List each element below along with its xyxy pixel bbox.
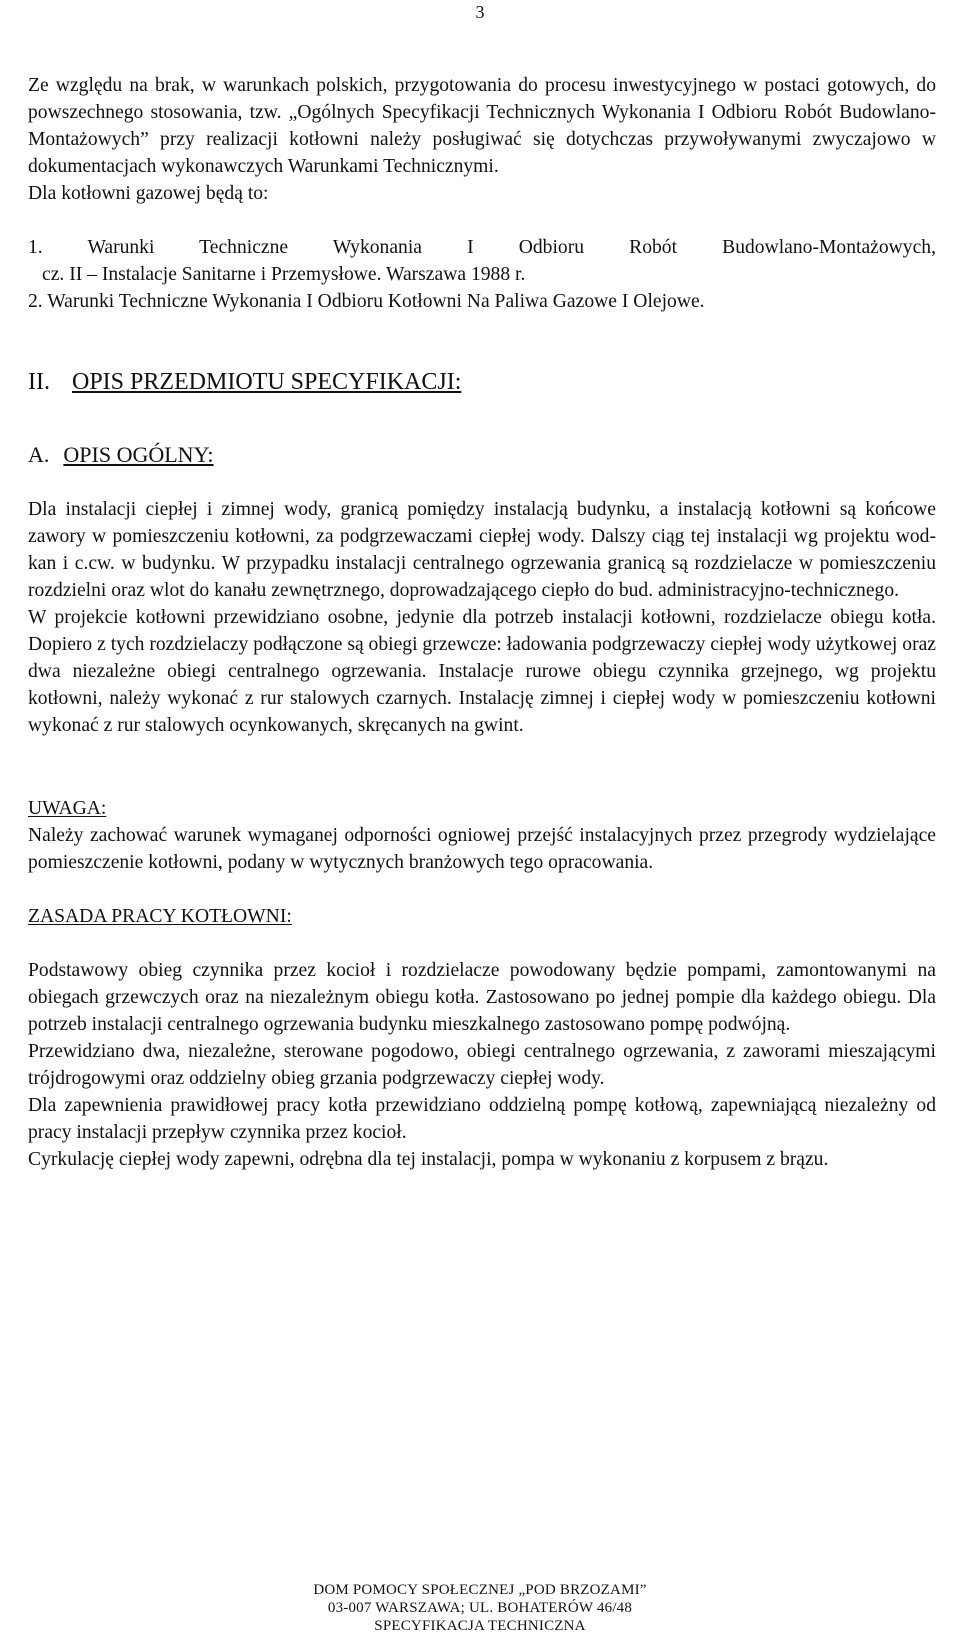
operation-paragraph: Przewidziano dwa, niezależne, sterowane pogodowo, obiegi centralnego ogrzewania, z zaworami mieszającymi trójdrogowymi oraz oddzielny obieg grzania podgrzewaczy ciepłej wody.: [28, 1041, 936, 1089]
footer-line: DOM POMOCY SPOŁECZNEJ „POD BRZOZAMI”: [313, 1582, 647, 1598]
subsection-number: A.: [28, 442, 50, 467]
warning-title: UWAGA:: [28, 798, 107, 819]
warning-text: Należy zachować warunek wymaganej odporności ogniowej przejść instalacyjnych przez przegrody wydzielające pomieszczenie kotłowni, podany w wytycznych branżowych tego opracowania.: [28, 825, 936, 873]
footer-line: 03-007 WARSZAWA; UL. BOHATERÓW 46/48: [327, 1600, 633, 1616]
list-item-line: 1. Warunki Techniczne Wykonania I Odbioru Robót Budowlano-Montażowych,: [28, 237, 936, 258]
intro-paragraph: Ze względu na brak, w warunkach polskich, przygotowania do procesu inwestycyjnego w postaci gotowych, do powszechnego stosowania, tzw. „Ogólnych Specyfikacji Technicznych Wykonania I Odbioru Robót Budowlano-Montażowych” przy realizacji kotłowni należy posługiwać się dotychczas przywoływanymi zwyczajowo w dokumentacjach wykonawczych Warunkami Technicznymi.: [28, 75, 936, 177]
spacer: [28, 739, 936, 795]
footer-line: SPECYFIKACJA TECHNICZNA: [374, 1618, 586, 1634]
subsection-title: OPIS OGÓLNY:: [63, 442, 214, 467]
page-footer: [0, 1581, 960, 1635]
list-item-line: cz. II – Instalacje Sanitarne i Przemysłowe. Warszawa 1988 r.: [42, 264, 526, 285]
section-title: OPIS PRZEDMIOTU SPECYFIKACJI:: [71, 369, 462, 395]
spacer: [28, 207, 936, 234]
section-number: II.: [28, 369, 50, 395]
list-item-line: 2. Warunki Techniczne Wykonania I Odbioru Kotłowni Na Paliwa Gazowe I Olejowe.: [28, 291, 705, 312]
list-item: [28, 234, 936, 288]
operation-paragraph: Podstawowy obieg czynnika przez kocioł i rozdzielacze powodowany będzie pompami, zamontowanymi na obiegach grzewczych oraz na niezależnym obiegu kotła. Zastosowano po jednej pompie dla każdego obiegu. Dla potrzeb instalacji centralnego ogrzewania budynku mieszkalnego zastosowano pompę podwójną.: [28, 960, 936, 1035]
general-paragraph-1: Dla instalacji ciepłej i zimnej wody, granicą pomiędzy instalacją budynku, a instalacją kotłowni są końcowe zawory w pomieszczeniu kotłowni, za podgrzewaczami ciepłej wody. Dalszy ciąg tej instalacji wg projektu wod-kan i c.cw. w budynku. W przypadku instalacji centralnego ogrzewania granicą są rozdzielacze w pomieszczeniu rozdzielni oraz wlot do kanału zewnętrznego, doprowadzającego ciepło do bud. administracyjno-technicznego.: [28, 499, 936, 601]
subsection-heading: [28, 440, 936, 470]
page-number: 3: [475, 2, 485, 22]
document-body: [28, 72, 936, 1173]
list-intro: Dla kotłowni gazowej będą to:: [28, 183, 269, 204]
spacer: [28, 876, 936, 903]
section-heading: [28, 367, 936, 397]
general-paragraph-2: W projekcie kotłowni przewidziano osobne, jedynie dla potrzeb instalacji kotłowni, rozdzielacze obiegu kotła. Dopiero z tych rozdzielaczy podłączone są obiegi grzewcze: ładowania podgrzewaczy ciepłej wody użytkowej oraz dwa niezależne obiegi centralnego ogrzewania. Instalacje rurowe obiegu czynnika grzejnego, wg projektu kotłowni, należy wykonać z rur stalowych czarnych. Instalację zimnej i ciepłej wody w pomieszczeniu kotłowni wykonać z rur stalowych ocynkowanych, skręcanych na gwint.: [28, 607, 936, 736]
list-item: [28, 288, 936, 315]
operation-paragraph: Dla zapewnienia prawidłowej pracy kotła przewidziano oddzielną pompę kotłową, zapewniającą niezależny od pracy instalacji przepływ czynnika przez kocioł.: [28, 1095, 936, 1143]
operation-paragraph: Cyrkulację ciepłej wody zapewni, odrębna dla tej instalacji, pompa w wykonaniu z korpusem z brązu.: [28, 1149, 829, 1170]
spacer: [28, 470, 936, 496]
operation-heading: [28, 903, 936, 930]
warning-heading: [28, 795, 936, 822]
standards-list: [28, 234, 936, 315]
spacer: [28, 930, 936, 957]
operation-title: ZASADA PRACY KOTŁOWNI:: [28, 906, 292, 927]
